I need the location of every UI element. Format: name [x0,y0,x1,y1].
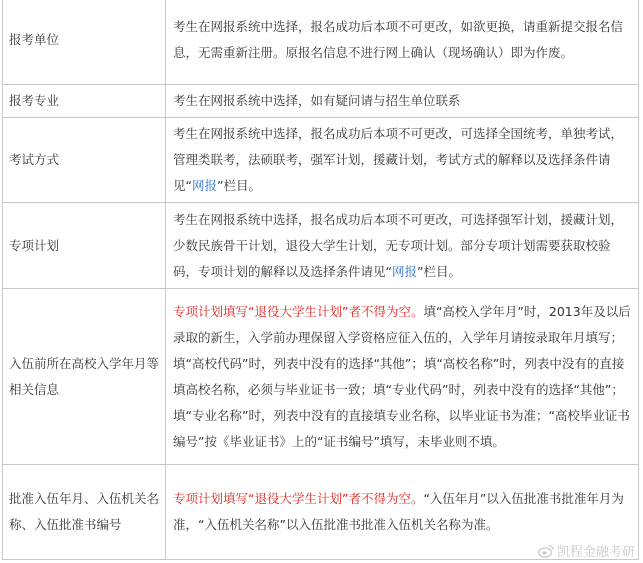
required-notice: 专项计划填写“退役大学生计划”者不得为空。 [173,303,424,319]
table-row [3,289,639,465]
enlistment-school-info-text: 填“高校入学年月”时，2013年及以后录取的新生，入学前办理保留入学资格应征入伍的，入学年月请按录取年月填写；填“高校代码”时，列表中没有的选择“其他”；填“高校名称”时，列表中没有的直接填高校名称，必须与毕业证书一致；填“专业代码”时，列表中没有的选择“其他”；填“专业名称”时，列表中没有的直接填专业名称，以毕业证书为准；“高校毕业证书编号”按《毕业证书》上的“证书编号”填写，未毕业则不填。 [173,303,631,449]
special-plan-text-end: ”栏目。 [417,263,461,279]
row-label-report-unit: 报考单位 [3,0,166,85]
table-row [3,0,639,85]
wangbao-link[interactable]: 网报 [391,263,417,279]
row-content-report-unit: 考生在网报系统中选择，报名成功后本项不可更改，如欲更换，请重新提交报名信息，无需重新注册。原报名信息不进行网上确认（现场确认）即为作废。 [166,0,639,85]
registration-info-table [2,0,639,560]
row-label-enlistment-approval: 批准入伍年月、入伍机关名称、入伍批准书编号 [3,465,166,560]
watermark-text: 凯程金融考研 [556,545,635,560]
row-label-special-plan: 专项计划 [3,203,166,289]
table-row [3,118,639,203]
row-label-report-major: 报考专业 [3,85,166,118]
row-content-enlistment-school-info [166,289,639,465]
exam-method-text: 考生在网报系统中选择，报名成功后本项不可更改，可选择全国统考，单独考试，管理类联考，法硕联考，强军计划，援藏计划，考试方式的解释以及选择条件请见“ [173,126,624,193]
row-label-enlistment-school-info: 入伍前所在高校入学年月等相关信息 [3,289,166,465]
row-content-exam-method [166,118,639,203]
weibo-icon [538,544,554,558]
watermark [538,541,635,560]
table-row [3,85,639,118]
enlistment-approval-text: “入伍年月”以入伍批准书批准年月为准，“入伍机关名称”以入伍批准书批准入伍机关名称为准。 [173,491,624,532]
required-notice: 专项计划填写“退役大学生计划”者不得为空。 [173,491,424,506]
row-content-special-plan [166,203,639,289]
wangbao-link[interactable]: 网报 [191,178,217,193]
row-label-exam-method: 考试方式 [3,118,166,203]
table-row [3,203,639,289]
exam-method-text-end: ”栏目。 [217,178,261,193]
row-content-report-major: 考生在网报系统中选择，如有疑问请与招生单位联系 [166,85,639,118]
special-plan-text: 考生在网报系统中选择，报名成功后本项不可更改，可选择强军计划，援藏计划，少数民族骨干计划，退役大学生计划，无专项计划。部分专项计划需要获取校验码，专项计划的解释以及选择条件请见“ [173,211,624,279]
